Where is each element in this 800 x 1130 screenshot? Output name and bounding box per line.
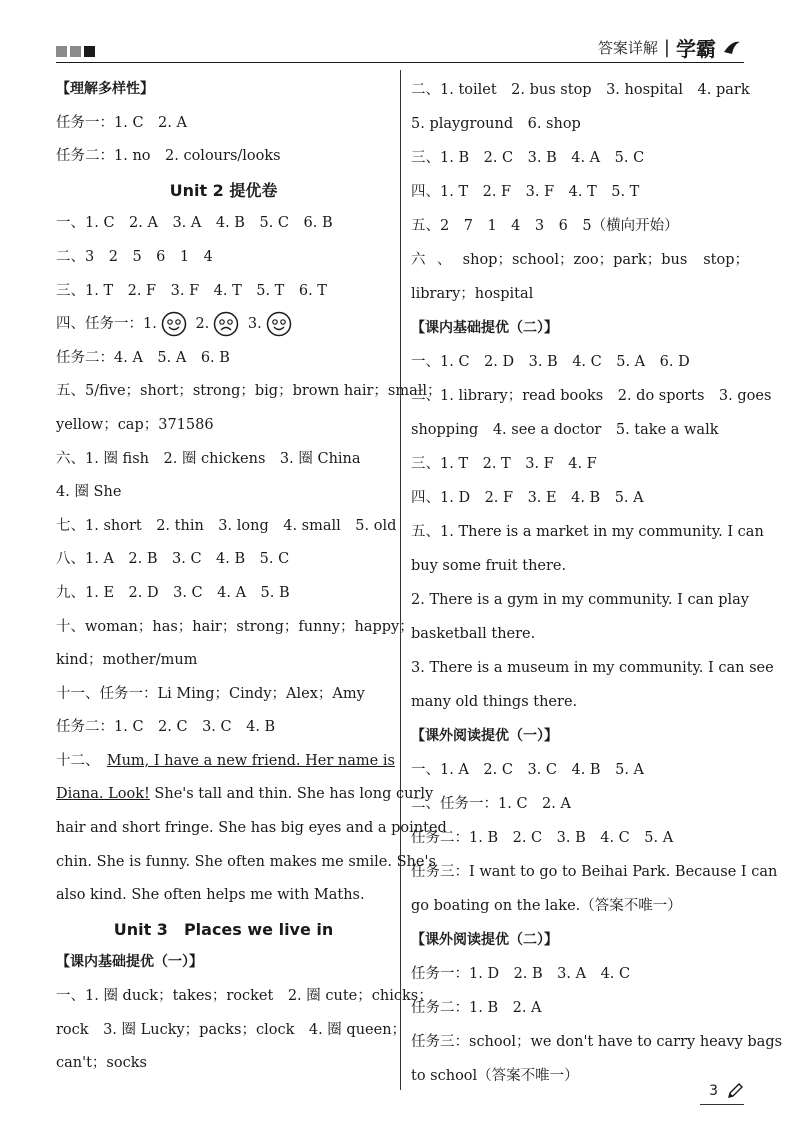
answer-line: also kind. She often helps me with Maths. [56,887,365,904]
section-heading: 【理解多样性】 [56,81,154,97]
header-square-icon [56,46,67,57]
answer-line: hair and short fringe. She has big eyes and a pointed [56,820,447,837]
header-tag: 答案详解 [597,39,658,57]
answer-line: library；hospital [411,286,534,302]
answer-line: many old things there. [411,694,578,710]
answer-line: 任务三：I want to go to Beihai Park. Because I can [411,864,778,880]
answer-line: 任务二：1. B 2. C 3. B 4. C 5. A [411,830,674,846]
page-number: 3 [709,1083,718,1099]
footer-rule [700,1104,744,1105]
answer-line: 三、1. T 2. F 3. F 4. T 5. T 6. T [56,282,327,299]
header-square-icon [70,46,81,57]
column-divider [400,70,401,1090]
underlined-text: Diana. Look! [56,786,150,803]
section-heading: 【课内基础提优（一）】 [56,954,203,971]
unit-title: Unit 2 提优卷 [169,180,278,200]
answer-line: 一、1. C 2. D 3. B 4. C 5. A 6. D [411,354,690,370]
header-brand: 学霸 [676,37,716,61]
header-rule [56,62,744,63]
answer-line: 四、1. T 2. F 3. F 4. T 5. T [411,184,640,200]
answer-line: 五、5/five；short；strong；big；brown hair；small； [56,383,442,400]
answer-text: 2. [195,316,210,333]
answer-line: 四、1. D 2. F 3. E 4. B 5. A [411,490,644,506]
header-brand-area [598,33,742,62]
left-column [56,73,447,1081]
answer-line: 任务二：1. no 2. colours/looks [56,148,281,165]
answer-text: 四、任务一：1. [56,316,157,333]
underlined-text: Mum, I have a new friend. Her name is [106,752,395,769]
answer-line: 五、2 7 1 4 3 6 5（横向开始） [411,218,679,234]
answer-line: 十一、任务一：Li Ming；Cindy；Alex；Amy [56,685,365,702]
answer-line: can't；socks [56,1055,147,1072]
answer-line: 任务二：1. B 2. A [411,1000,542,1016]
smiley-face-icon [266,311,292,337]
answer-line: 七、1. short 2. thin 3. long 4. small 5. old [56,517,397,534]
sad-face-icon [213,311,239,337]
answer-line: 二、1. library；read books 2. do sports 3. goes [411,388,772,404]
answer-line: go boating on the lake.（答案不唯一） [411,898,682,914]
answer-line: 六、shop；school；zoo；park；bus stop； [411,252,749,268]
answer-line: basketball there. [411,626,536,642]
answer-line: 任务一：1. D 2. B 3. A 4. C [411,966,631,982]
answer-line: 三、1. T 2. T 3. F 4. F [411,456,597,472]
answer-line: 3. There is a museum in my community. I can see [411,660,774,676]
answer-line [56,778,434,812]
page-footer [709,1082,744,1100]
answer-line: 任务二：4. A 5. A 6. B [56,349,230,366]
answer-line: 十、woman；has；hair；strong；funny；happy； [56,618,414,635]
answer-line: 任务二：1. C 2. C 3. C 4. B [56,719,276,736]
answer-line: 任务一：1. C 2. A [56,114,187,131]
answer-line: 三、1. B 2. C 3. B 4. A 5. C [411,150,645,166]
section-heading: 【课外阅读提优（一）】 [411,728,558,744]
answer-line: 一、1. 圈 duck；takes；rocket 2. 圈 cute；chicks； [56,988,433,1005]
answer-line: 2. There is a gym in my community. I can play [411,592,749,608]
answer-line: 二、1. toilet 2. bus stop 3. hospital 4. park [411,82,750,98]
answer-line: 一、1. C 2. A 3. A 4. B 5. C 6. B [56,215,333,232]
answer-line: buy some fruit there. [411,558,567,574]
header-separator: | [663,37,670,58]
smiley-face-icon [161,311,187,337]
answer-line: 二、3 2 5 6 1 4 [56,248,213,265]
unit-title: Unit 3 Places we live in [113,919,334,939]
header-squares [56,46,95,57]
header-square-icon [84,46,95,57]
answer-line: to school（答案不唯一） [411,1068,579,1084]
answer-text: She's tall and thin. She has long curly [149,786,434,803]
answer-line: chin. She is funny. She often makes me smile. She's [56,853,436,870]
answer-line: 八、1. A 2. B 3. C 4. B 5. C [56,551,290,568]
right-column [411,73,783,1093]
section-heading: 【课内基础提优（二）】 [411,320,558,336]
answer-line: yellow；cap；371586 [56,416,214,433]
brand-logo-icon [722,38,742,58]
answer-line: 5. playground 6. shop [411,116,581,132]
answer-line-faces [56,308,391,342]
answer-line [56,745,395,779]
answer-text: 3. [247,316,262,333]
answer-line: kind；mother/mum [56,652,198,669]
answer-line: 4. 圈 She [56,484,122,501]
answer-text: 十二、 [56,752,93,769]
answer-line: shopping 4. see a doctor 5. take a walk [411,422,719,438]
answer-line: rock 3. 圈 Lucky；packs；clock 4. 圈 queen； [56,1021,407,1038]
answer-line: 九、1. E 2. D 3. C 4. A 5. B [56,584,290,601]
pen-icon [726,1082,744,1100]
answer-line: 任务三：school；we don't have to carry heavy bags [411,1034,783,1050]
answer-line: 一、1. A 2. C 3. C 4. B 5. A [411,762,645,778]
answer-line: 二、任务一：1. C 2. A [411,796,571,812]
answer-line: 六、1. 圈 fish 2. 圈 chickens 3. 圈 China [56,450,361,467]
page-header [0,0,800,70]
section-heading: 【课外阅读提优（二）】 [411,932,558,948]
answer-line: 五、1. There is a market in my community. I can [411,524,764,540]
